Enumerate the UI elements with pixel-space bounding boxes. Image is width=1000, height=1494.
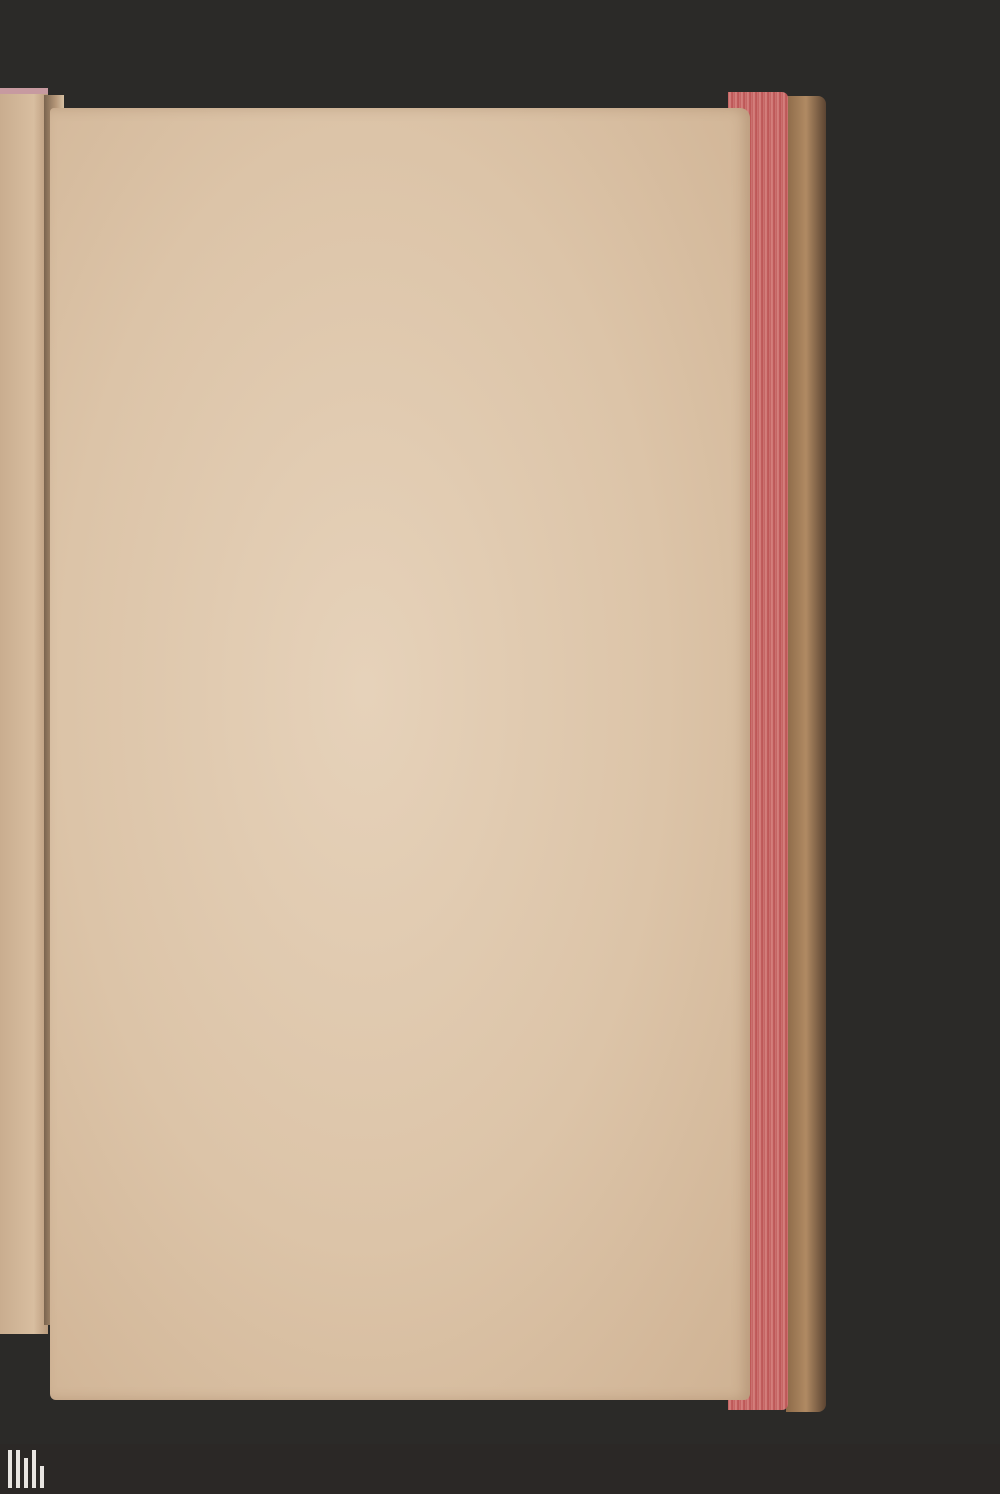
right-page — [50, 108, 750, 1400]
book-cover-edge — [786, 96, 826, 1412]
library-footer — [0, 1444, 1000, 1494]
library-logo-icon — [8, 1450, 48, 1488]
left-facing-page — [0, 88, 48, 1334]
